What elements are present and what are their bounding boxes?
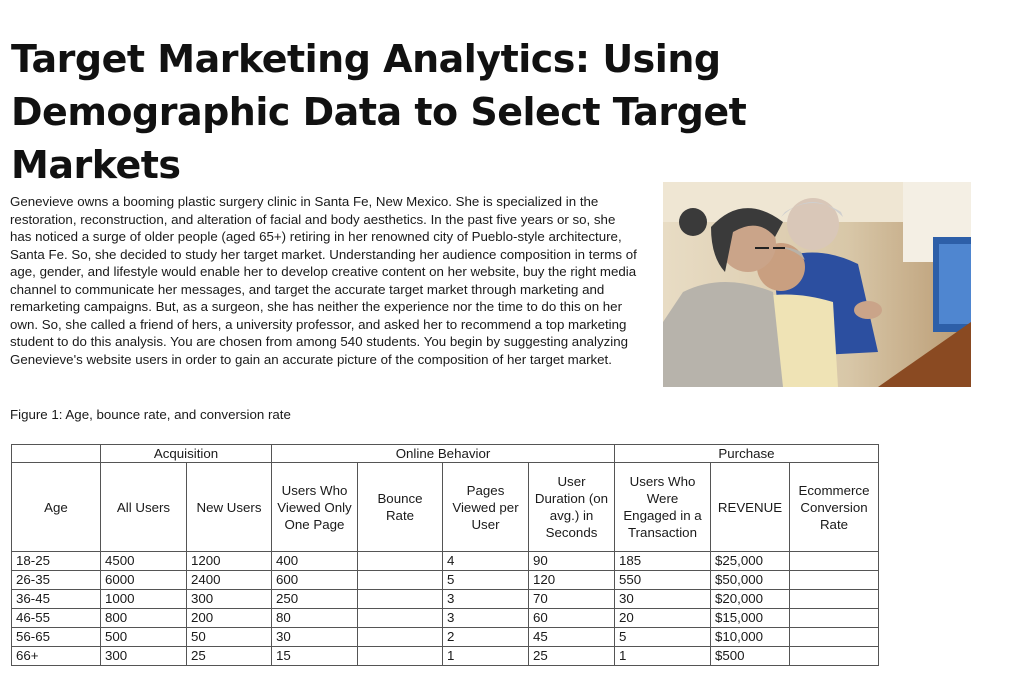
table-cell: 20 [615, 609, 711, 628]
table-cell [358, 609, 443, 628]
table-cell: 1000 [101, 590, 187, 609]
col-header-revenue: REVENUE [711, 463, 790, 552]
table-cell: 60 [529, 609, 615, 628]
column-header-row [12, 463, 879, 552]
table-cell: $25,000 [711, 552, 790, 571]
table-cell: 36-45 [12, 590, 101, 609]
table-cell: 120 [529, 571, 615, 590]
table-cell: 400 [272, 552, 358, 571]
col-header-users-transaction: Users Who Were Engaged in a Transaction [615, 463, 711, 552]
table-cell [358, 590, 443, 609]
table-cell: 600 [272, 571, 358, 590]
table-row [12, 609, 879, 628]
table-body [12, 552, 879, 666]
table-cell: 1 [615, 647, 711, 666]
table-cell: 25 [529, 647, 615, 666]
table-cell [790, 552, 879, 571]
table-cell: 25 [187, 647, 272, 666]
table-cell: 45 [529, 628, 615, 647]
table-cell: 300 [187, 590, 272, 609]
table-cell [790, 647, 879, 666]
col-header-users-one-page: Users Who Viewed Only One Page [272, 463, 358, 552]
table-cell [358, 571, 443, 590]
table-cell: $20,000 [711, 590, 790, 609]
table-cell: $10,000 [711, 628, 790, 647]
table-cell: 2 [443, 628, 529, 647]
group-header-online-behavior: Online Behavior [272, 445, 615, 463]
table-row [12, 647, 879, 666]
table-cell: 200 [187, 609, 272, 628]
table-cell: 800 [101, 609, 187, 628]
table-cell [358, 647, 443, 666]
table-cell: 6000 [101, 571, 187, 590]
group-header-purchase: Purchase [615, 445, 879, 463]
table-cell [790, 628, 879, 647]
table-cell: 3 [443, 609, 529, 628]
page-title: Target Marketing Analytics: Using Demographic Data to Select Target Markets [11, 37, 747, 188]
table-cell: 66+ [12, 647, 101, 666]
table-cell: 30 [615, 590, 711, 609]
table-cell: 250 [272, 590, 358, 609]
table-cell: 46-55 [12, 609, 101, 628]
table-cell: 4500 [101, 552, 187, 571]
col-header-user-duration: User Duration (on avg.) in Seconds [529, 463, 615, 552]
col-header-bounce-rate: Bounce Rate [358, 463, 443, 552]
table-cell: 5 [443, 571, 529, 590]
col-header-all-users: All Users [101, 463, 187, 552]
group-header-blank [12, 445, 101, 463]
table-cell [358, 552, 443, 571]
col-header-new-users: New Users [187, 463, 272, 552]
table-cell [358, 628, 443, 647]
table-row [12, 571, 879, 590]
table-cell: $500 [711, 647, 790, 666]
figure-caption: Figure 1: Age, bounce rate, and conversion rate [10, 407, 291, 422]
table-cell: 500 [101, 628, 187, 647]
analytics-table [11, 444, 879, 666]
table-cell: 56-65 [12, 628, 101, 647]
table-cell: 30 [272, 628, 358, 647]
table-cell: 550 [615, 571, 711, 590]
table-row [12, 552, 879, 571]
table-cell: 70 [529, 590, 615, 609]
table-cell: 3 [443, 590, 529, 609]
table-cell: 1 [443, 647, 529, 666]
table-cell: 18-25 [12, 552, 101, 571]
table-row [12, 628, 879, 647]
table-cell: 15 [272, 647, 358, 666]
table-cell: 5 [615, 628, 711, 647]
table-cell: 90 [529, 552, 615, 571]
table-cell: 2400 [187, 571, 272, 590]
table-cell: 300 [101, 647, 187, 666]
table-cell: 4 [443, 552, 529, 571]
table-cell: 185 [615, 552, 711, 571]
table-cell: $50,000 [711, 571, 790, 590]
group-header-row [12, 445, 879, 463]
table-cell [790, 590, 879, 609]
table-cell [790, 609, 879, 628]
table-cell [790, 571, 879, 590]
col-header-conversion-rate: Ecommerce Conversion Rate [790, 463, 879, 552]
table-cell: 26-35 [12, 571, 101, 590]
col-header-age: Age [12, 463, 101, 552]
col-header-pages-per-user: Pages Viewed per User [443, 463, 529, 552]
table-cell: 80 [272, 609, 358, 628]
table-cell: 1200 [187, 552, 272, 571]
intro-paragraph: Genevieve owns a booming plastic surgery clinic in Santa Fe, New Mexico. She is specialized in the restoration, reconstruction, and alteration of facial and body aesthetics. In the past five years or so, she has noticed a surge of older people (aged 65+) retiring in her renowned city of Pueblo-style architecture, Santa Fe. So, she decided to study her target market. Understanding her audience composition in terms of age, gender, and lifestyle would enable her to develop creative content on her website, buy the right media channel to communicate her messages, and target the accurate target market through marketing and remarketing campaigns. But, as a surgeon, she has neither the experience nor the time to do this on her own. So, she called a friend of hers, a university professor, and asked her to recommend a top marketing student to do this analysis. You are chosen from among 540 students. You begin by suggesting analyzing Genevieve's website users in order to gain an accurate picture of the composition of her target market. [10, 194, 637, 367]
seniors-at-computer-image [663, 182, 971, 387]
table-cell: 50 [187, 628, 272, 647]
group-header-acquisition: Acquisition [101, 445, 272, 463]
table-cell: $15,000 [711, 609, 790, 628]
table-row [12, 590, 879, 609]
